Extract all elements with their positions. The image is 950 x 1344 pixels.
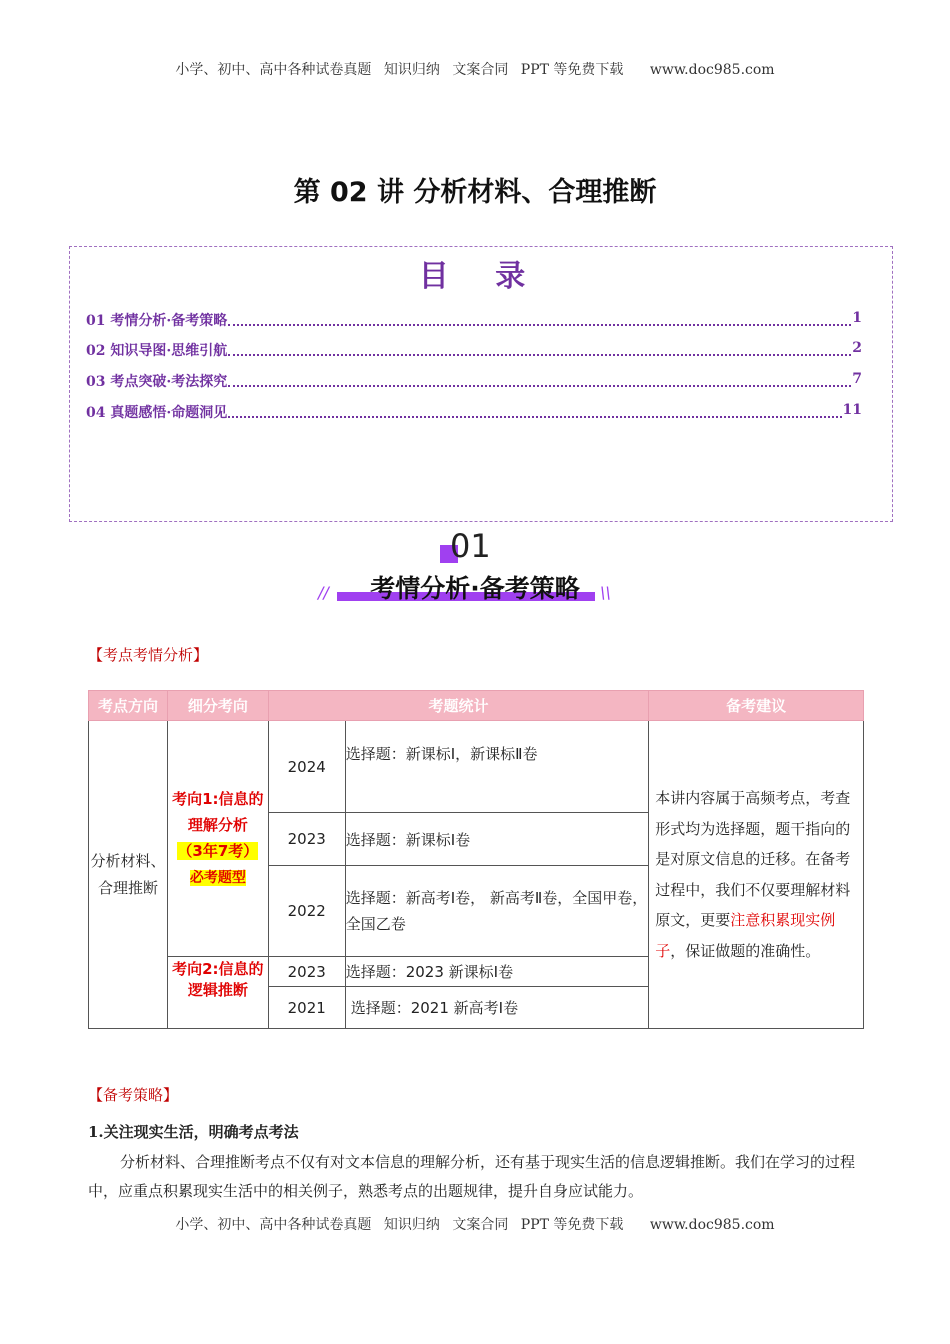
header-link[interactable]: www.doc985.com [649, 62, 775, 78]
page-header [0, 59, 950, 79]
toc-heading: 目 录 [418, 259, 544, 294]
footer-text: 知识归纳 [383, 1217, 440, 1233]
toc-label: 02 知识导图·思维引航 [86, 343, 228, 359]
section-banner [310, 525, 640, 610]
toc-page: 1 [852, 310, 862, 326]
strategy-heading: 1.关注现实生活，明确考点考法 [88, 1123, 299, 1141]
column-header: 考题统计 [268, 691, 648, 721]
footer-text: 文案合同 [452, 1217, 509, 1233]
detail-cell: 选择题：2021 新高考Ⅰ卷 [345, 987, 649, 1029]
toc-item[interactable] [86, 402, 862, 422]
footer-text: PPT 等免费下载 [520, 1217, 624, 1233]
toc-label: 03 考点突破·考法探究 [86, 374, 228, 390]
toc-label: 04 真题感悟·命题洞见 [86, 405, 228, 421]
detail-cell: 选择题：新课标Ⅰ，新课标Ⅱ卷 [345, 721, 649, 813]
footer-link[interactable]: www.doc985.com [649, 1217, 775, 1233]
slash-decor-icon: \\ [600, 583, 611, 602]
strategy-label: 【备考策略】 [88, 1086, 179, 1104]
year-cell: 2023 [268, 957, 345, 987]
toc-label: 01 考情分析·备考策略 [86, 313, 228, 329]
exam-count-badge: （3年7考） [177, 842, 259, 860]
advice-text: ，保证做题的准确性。 [670, 941, 821, 960]
footer-text: 小学、初中、高中各种试卷真题 [175, 1217, 372, 1233]
section-title: 考情分析·备考策略 [370, 574, 580, 603]
detail-cell: 选择题：新高考Ⅰ卷， 新高考Ⅱ卷，全国甲卷，全国乙卷 [345, 866, 649, 957]
advice-cell [649, 721, 864, 1029]
toc-item[interactable] [86, 371, 862, 391]
header-text: PPT 等免费下载 [520, 62, 624, 78]
year-cell: 2023 [268, 813, 345, 866]
toc-page: 7 [852, 371, 862, 387]
sub-direction-title: 考向2:信息的逻辑推断 [167, 957, 268, 1029]
toc-page: 2 [852, 340, 862, 356]
toc-item[interactable] [86, 340, 862, 360]
header-text: 文案合同 [452, 62, 509, 78]
detail-cell: 选择题：2023 新课标Ⅰ卷 [345, 957, 649, 987]
column-header: 考点方向 [89, 691, 168, 721]
detail-cell: 选择题：新课标Ⅰ卷 [345, 813, 649, 866]
year-cell: 2021 [268, 987, 345, 1029]
advice-highlight: 注意积累现实例子 [655, 911, 836, 960]
analysis-table [88, 690, 864, 1029]
sub-direction-cell [167, 721, 268, 957]
must-test-badge: 必考题型 [189, 870, 246, 886]
direction-cell: 分析材料、合理推断 [89, 721, 168, 1029]
toc-page: 11 [842, 402, 862, 418]
sub-direction-title: 考向1:信息的理解分析 [172, 790, 264, 834]
header-text: 小学、初中、高中各种试卷真题 [175, 62, 372, 78]
slash-decor-icon: // [318, 583, 329, 602]
header-text: 知识归纳 [383, 62, 440, 78]
section-number: 01 [450, 527, 491, 565]
year-cell: 2024 [268, 721, 345, 813]
table-row [89, 721, 864, 813]
column-header: 备考建议 [649, 691, 864, 721]
table-header-row [89, 691, 864, 721]
page-footer [0, 1214, 950, 1234]
column-header: 细分考向 [167, 691, 268, 721]
advice-text: 本讲内容属于高频考点，考查形式均为选择题，题干指向的是对原文信息的迁移。在备考过程中，我们不仅要理解材料原文，更要 [655, 789, 851, 929]
page-title: 第 02 讲 分析材料、合理推断 [293, 177, 657, 208]
analysis-label: 【考点考情分析】 [88, 646, 209, 664]
table-of-contents [69, 246, 893, 522]
year-cell: 2022 [268, 866, 345, 957]
toc-item[interactable] [86, 310, 862, 330]
strategy-body: 分析材料、合理推断考点不仅有对文本信息的理解分析，还有基于现实生活的信息逻辑推断。我们在学习的过程中，应重点积累现实生活中的相关例子，熟悉考点的出题规律，提升自身应试能力。 [88, 1153, 856, 1200]
